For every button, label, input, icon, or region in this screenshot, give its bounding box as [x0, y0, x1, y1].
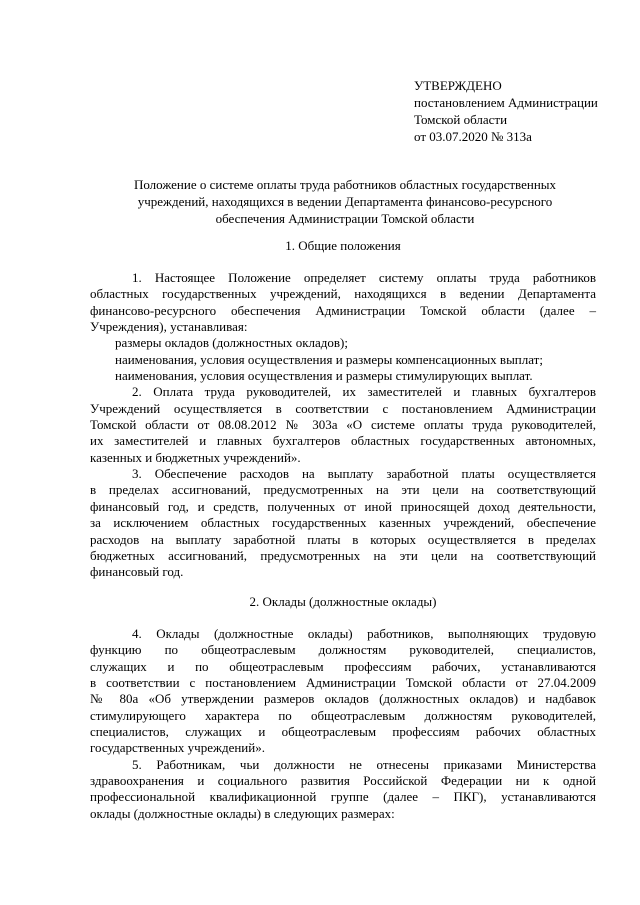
paragraph-line: профессиональной квалификационной группе (далее – ПКГ), устанавливаются: [90, 789, 596, 805]
document-title-line: учреждений, находящихся в ведении Департамента финансово-ресурсного: [137, 194, 553, 209]
paragraph-line: 4. Оклады (должностные оклады) работников, выполняющих трудовую: [132, 626, 596, 641]
section-salaries-body: [90, 626, 596, 822]
paragraph-line: расходов на выплату заработной платы в которых осуществляется в пределах: [90, 531, 596, 547]
approval-line: Томской области: [414, 112, 508, 127]
paragraph-line: казенных и бюджетных учреждений».: [90, 449, 301, 465]
paragraph-line: 1. Настоящее Положение определяет систему оплаты труда работников: [132, 270, 596, 285]
paragraph-line: специалистов, служащих и общеотраслевым профессиям рабочих областных: [90, 724, 596, 740]
paragraph-line: государственных учреждений».: [90, 740, 265, 756]
paragraph-line: бюджетных ассигнований, предусмотренных на эти цели на соответствующий: [90, 547, 596, 563]
paragraph-line: оклады (должностные оклады) в следующих размерах:: [90, 805, 395, 821]
paragraph-line: № 80а «Об утверждении размеров окладов (должностных окладов) и надбавок: [90, 691, 596, 707]
list-item: размеры окладов (должностных окладов);: [115, 335, 348, 351]
document-title-line: обеспечения Администрации Томской области: [215, 211, 475, 226]
paragraph-line: 2. Оплата труда руководителей, их заместителей и главных бухгалтеров: [132, 384, 596, 400]
list-item: наименования, условия осуществления и размеры компенсационных выплат;: [115, 351, 543, 367]
paragraph-line: служащих и по общеотраслевым профессиям рабочих, устанавливаются: [90, 658, 596, 674]
paragraph-line: за исключением областных государственных казенных учреждений, обеспечение: [90, 515, 596, 531]
paragraph-line: 5. Работникам, чьи должности не отнесены приказами Министерства: [132, 756, 596, 772]
section-heading-salaries: 2. Оклады (должностные оклады): [249, 594, 437, 609]
paragraph-line: здравоохранения и социального развития Российской Федерации ни к одной: [90, 773, 596, 789]
paragraph-line: стимулирующего характера по общеотраслевым должностям руководителей,: [90, 707, 596, 723]
approval-stamp: [414, 77, 624, 145]
approval-title: УТВЕРЖДЕНО: [414, 78, 502, 93]
paragraph-line: Учреждений осуществляется в соответствии с постановлением Администрации: [90, 400, 596, 416]
paragraph-line: финансовый год.: [90, 564, 184, 580]
paragraph-line: 3. Обеспечение расходов на выплату заработной платы осуществляется: [132, 466, 596, 482]
paragraph-line: финансово-ресурсного обеспечения Администрации Томской области (далее –: [90, 302, 596, 318]
document-title-line: Положение о системе оплаты труда работников областных государственных: [133, 177, 557, 192]
approval-date: от 03.07.2020 № 313а: [414, 129, 532, 144]
paragraph-line: их заместителей и главных бухгалтеров областных государственных автономных,: [90, 433, 596, 449]
list-item: наименования, условия осуществления и размеры стимулирующих выплат.: [115, 368, 533, 384]
document-title: [92, 176, 598, 227]
paragraph-line: финансовый год, и средств, полученных от иной приносящей доход деятельности,: [90, 498, 596, 514]
paragraph-line: областных государственных учреждений, находящихся в ведении Департамента: [90, 286, 596, 302]
section-general-body: [90, 270, 596, 581]
section-heading-general: 1. Общие положения: [285, 238, 401, 253]
paragraph-line: Томской области от 08.08.2012 № 303а «О системе оплаты труда руководителей,: [90, 417, 596, 433]
paragraph-line: в соответствии с постановлением Администрации Томской области от 27.04.2009: [90, 675, 596, 691]
approval-line: постановлением Администрации: [414, 95, 598, 110]
paragraph-line: функцию по общеотраслевым должностям руководителей, специалистов,: [90, 642, 596, 658]
paragraph-line: в пределах ассигнований, предусмотренных на эти цели на соответствующий: [90, 482, 596, 498]
paragraph-line: Учреждения), устанавливая:: [90, 319, 248, 335]
